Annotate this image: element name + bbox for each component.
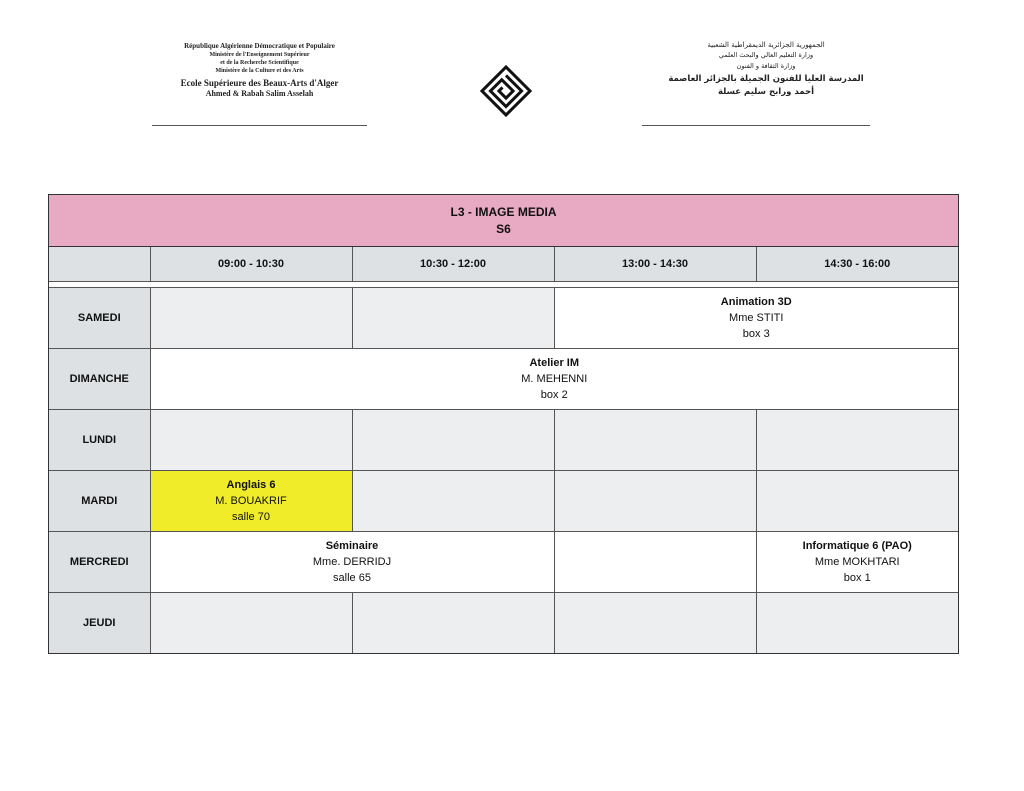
letterhead-rule-left [152, 125, 367, 126]
course-cell [756, 532, 958, 593]
course-room: salle 70 [232, 511, 270, 523]
course-room: box 3 [742, 328, 770, 340]
day-row-mercredi [49, 532, 958, 593]
timetable-semester: S6 [496, 221, 511, 236]
empty-slot [554, 471, 756, 532]
school-name-fr: Ecole Supérieure des Beaux-Arts d'Alger [180, 78, 339, 88]
republic-ar: الجمهورية الجزائرية الديمقراطية الشعبية [707, 41, 825, 49]
empty-slot [352, 288, 554, 349]
day-row-jeudi [49, 593, 958, 654]
letterhead-left [157, 42, 362, 99]
course-room: box 1 [843, 572, 871, 584]
ministry-culture-ar: وزارة الثقافة و الفنون [736, 62, 796, 70]
ministry-culture-fr: Ministère de la Culture et des Arts [215, 68, 304, 74]
letterhead-rule-right [642, 125, 870, 126]
timetable-title: L3 - IMAGE MEDIA [450, 204, 557, 219]
course-cell [150, 532, 554, 593]
ministry-higher-ed-fr: Ministère de l'Enseignement Supérieur [209, 52, 310, 58]
course-title: Informatique 6 (PAO) [802, 540, 912, 552]
empty-slot [554, 410, 756, 471]
day-row-lundi [49, 410, 958, 471]
course-teacher: M. MEHENNI [521, 373, 588, 385]
day-label: DIMANCHE [49, 349, 150, 410]
course-title: Anglais 6 [226, 479, 276, 491]
ministry-higher-ed-ar: وزارة التعليم العالي والبحث العلمي [718, 51, 814, 59]
empty-slot [352, 410, 554, 471]
school-founders-fr: Ahmed & Rabah Salim Asselah [205, 89, 314, 98]
day-label: LUNDI [49, 410, 150, 471]
empty-slot [352, 471, 554, 532]
ministry-research-fr: et de la Recherche Scientifique [220, 60, 299, 66]
empty-slot [150, 410, 352, 471]
slot-header: 09:00 - 10:30 [150, 247, 352, 282]
course-room: box 2 [540, 389, 568, 401]
timetable-title-bar [49, 195, 958, 247]
letterhead [152, 30, 874, 140]
empty-slot [554, 532, 756, 593]
letterhead-right [666, 40, 866, 98]
course-teacher: Mme STITI [729, 312, 784, 324]
empty-slot [756, 410, 958, 471]
empty-slot [756, 593, 958, 654]
empty-slot [150, 593, 352, 654]
course-cell [150, 349, 958, 410]
day-label: SAMEDI [49, 288, 150, 349]
empty-slot [352, 593, 554, 654]
empty-slot [150, 288, 352, 349]
course-teacher: M. BOUAKRIF [215, 495, 287, 507]
slot-header: 10:30 - 12:00 [352, 247, 554, 282]
empty-slot [756, 471, 958, 532]
course-title: Séminaire [325, 540, 379, 552]
course-title: Atelier IM [529, 357, 579, 369]
slot-header: 13:00 - 14:30 [554, 247, 756, 282]
slot-header: 14:30 - 16:00 [756, 247, 958, 282]
course-room: salle 65 [333, 572, 371, 584]
school-name-ar: المدرسة العليا للفنون الجميلة بالجزائر العاصمة [668, 74, 864, 84]
schedule-table [49, 247, 958, 653]
time-slot-header-row [49, 247, 958, 282]
day-label: MARDI [49, 471, 150, 532]
course-cell [554, 288, 958, 349]
school-logo-icon [479, 64, 533, 118]
timetable [48, 194, 959, 654]
day-row-dimanche [49, 349, 958, 410]
day-label: JEUDI [49, 593, 150, 654]
day-row-samedi [49, 288, 958, 349]
day-label: MERCREDI [49, 532, 150, 593]
course-teacher: Mme MOKHTARI [814, 556, 900, 568]
school-founders-ar: أحمد ورابح سليم عسلة [718, 87, 814, 97]
empty-slot [554, 593, 756, 654]
course-teacher: Mme. DERRIDJ [312, 556, 392, 568]
republic-fr: République Algérienne Démocratique et Populaire [184, 42, 335, 50]
day-row-mardi [49, 471, 958, 532]
course-title: Animation 3D [720, 296, 792, 308]
course-cell [150, 471, 352, 532]
corner-cell [49, 247, 150, 282]
